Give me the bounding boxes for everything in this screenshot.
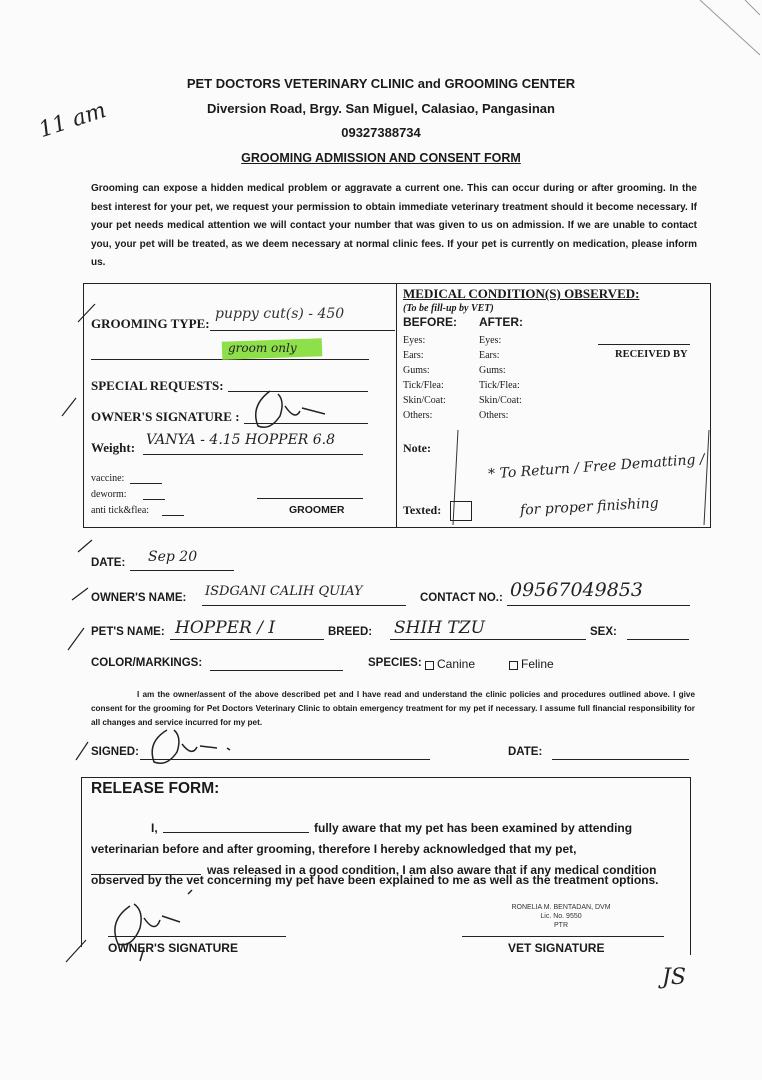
date2-label: DATE: [508, 746, 543, 758]
clinic-address: Diversion Road, Brgy. San Miguel, Calasiao, Pangasinan [207, 101, 555, 116]
before-item: Others: [403, 410, 433, 421]
after-item: Gums: [479, 365, 506, 376]
owner-sig-label: OWNER'S SIGNATURE [108, 941, 238, 955]
handwritten-contact: 09567049853 [510, 579, 643, 601]
feline-label: Feline [521, 657, 554, 671]
grooming-type-label: GROOMING TYPE: [91, 316, 210, 331]
vet-stamp-name: RONELIA M. BENTADAN, DVM [511, 904, 611, 911]
vet-stamp-license: Lic. No. 9550 [540, 913, 582, 920]
vaccine-label: vaccine: [91, 473, 125, 484]
vet-sig-label: VET SIGNATURE [508, 941, 605, 955]
weight-label: Weight: [91, 440, 136, 455]
canine-label: Canine [437, 657, 476, 671]
texted-label: Texted: [403, 503, 442, 517]
species-label: SPECIES: [368, 657, 422, 669]
signed-label: SIGNED: [91, 746, 139, 758]
color-markings-label: COLOR/MARKINGS: [91, 657, 203, 669]
handwritten-grooming-type: puppy cut(s) - 450 [215, 306, 345, 322]
before-item: Eyes: [403, 335, 426, 346]
groomer-label: GROOMER [289, 504, 345, 516]
medical-subtitle: (To be fill-up by VET) [403, 303, 494, 314]
clinic-phone: 09327388734 [341, 125, 421, 140]
handwritten-note-2: for proper finishing [519, 495, 660, 519]
after-item: Ears: [479, 350, 500, 361]
received-by-label: RECEIVED BY [615, 349, 688, 360]
owner-name-label: OWNER'S NAME: [91, 592, 187, 604]
date-label: DATE: [91, 557, 126, 569]
handwritten-date: Sep 20 [148, 549, 198, 565]
before-item: Gums: [403, 365, 430, 376]
after-label: AFTER: [479, 315, 523, 329]
special-requests-label: SPECIAL REQUESTS: [91, 378, 224, 393]
handwritten-pet-name: HOPPER / I [175, 618, 276, 638]
release-text-4: observed by the vet concerning my pet have been explained to me as well as the treatment options. [91, 873, 659, 887]
handwritten-initials: JS [662, 965, 686, 990]
consent-paragraph: I am the owner/assent of the above described pet and I have read and understand the clinic policies and procedures outlined above. I give consent for the grooming for Pet Doctors Veterinary Clinic to obtain emergency treatment for my pet if necessary. I assume full financial responsibility for all changes and service incurred for my pet. [91, 690, 695, 727]
before-label: BEFORE: [403, 315, 457, 329]
after-item: Skin/Coat: [479, 395, 522, 406]
sex-label: SEX: [590, 626, 617, 638]
clinic-name: PET DOCTORS VETERINARY CLINIC and GROOMING CENTER [186, 76, 576, 91]
form-title: GROOMING ADMISSION AND CONSENT FORM [241, 151, 521, 165]
release-text-1: fully aware that my pet has been examined by attending [314, 821, 633, 835]
medical-title: MEDICAL CONDITION(S) OBSERVED: [403, 286, 640, 301]
handwritten-breed: SHIH TZU [394, 618, 485, 638]
after-item: Tick/Flea: [479, 380, 520, 391]
intro-paragraph: Grooming can expose a hidden medical problem or aggravate a current one. This can occur during or after grooming. In the best interest for your pet, we request your permission to obtain immediate veterinary treatment should it become necessary. If your pet needs medical attention we will contact your number that was given to us on admission. If we are unable to contact you, your pet will be treated, as we deem necessary at normal clinic fees. If your pet is currently on medication, please inform us. [91, 183, 697, 269]
vet-stamp-ptr: PTR [554, 922, 568, 929]
handwritten-weight: VANYA - 4.15 HOPPER 6.8 [146, 432, 336, 448]
handwritten-owner-name: ISDGANI CALIH QUIAY [205, 584, 363, 599]
deworm-label: deworm: [91, 489, 127, 500]
before-item: Skin/Coat: [403, 395, 446, 406]
contact-label: CONTACT NO.: [420, 592, 503, 604]
handwritten-note-1: * To Return / Free Dematting / [487, 451, 706, 483]
antitick-label: anti tick&flea: [91, 505, 150, 516]
before-item: Ears: [403, 350, 424, 361]
after-item: Others: [479, 410, 509, 421]
note-label: Note: [403, 441, 431, 455]
after-item: Eyes: [479, 335, 502, 346]
release-title: RELEASE FORM: [91, 780, 220, 797]
handwritten-time: 11 am [35, 97, 110, 144]
breed-label: BREED: [328, 626, 373, 638]
before-item: Tick/Flea: [403, 380, 444, 391]
owner-signature-label: OWNER'S SIGNATURE : [91, 409, 240, 424]
handwritten-highlight: groom only [228, 341, 297, 355]
release-i-label: I, [151, 821, 158, 835]
release-text-2: veterinarian before and after grooming, therefore I hereby acknowledged that my pet, [91, 842, 577, 856]
pet-name-label: PET'S NAME: [91, 626, 165, 638]
release-text-3: was released in a good condition, I am also aware that if any medical condition [207, 863, 657, 877]
